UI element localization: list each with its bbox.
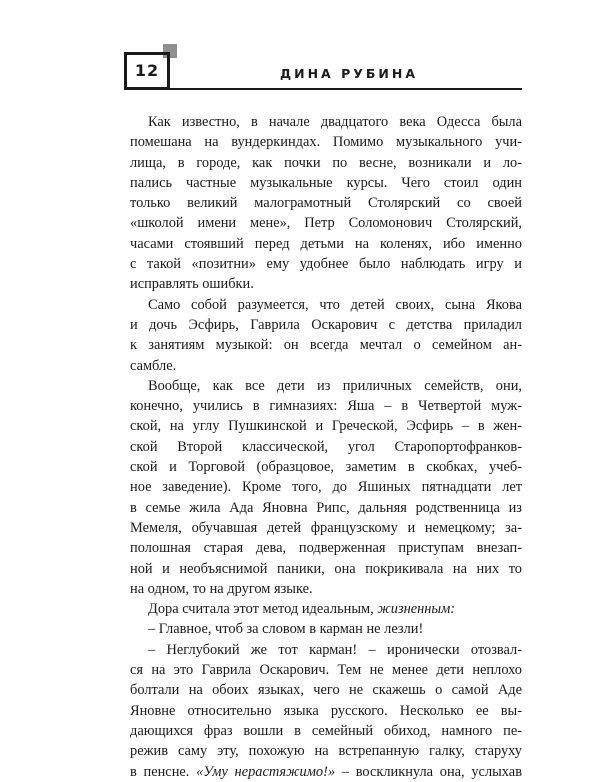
text-line [130, 599, 522, 619]
text-line: Яновне относительно языка русского. Несколько ее вы- [130, 702, 522, 719]
text-line: ное заведение). Кроме того, до Яшиных пятнадцати лет [130, 479, 522, 496]
text-segment: – воскликнула она, услыхав [341, 763, 522, 780]
text-line: ской, на углу Пушкинской и Греческой, Эсфирь – в жен- [130, 418, 522, 435]
text-line: режив саму эту, похожую на встрепанную галку, старуху [130, 743, 522, 760]
text-line: конечно, учились в гимназиях: Яша – в Четвертой муж- [130, 398, 522, 415]
text-line: лища, в городе, как почки по весне, возникали и ло- [130, 154, 522, 171]
page-number: 12 [134, 61, 160, 80]
text-line: и дочь Эсфирь, Гаврила Оскарович с детства приладил [130, 316, 522, 333]
text-line: на одном, то на другом языке. [130, 580, 313, 597]
text-line: в семье жила Ада Яновна Рипс, дальняя родственница из [130, 499, 522, 516]
text-line: помешана на вундеркиндах. Помимо музыкального учи- [130, 134, 522, 151]
text-line: с такой «позитни» ему удобнее было наблюдать игру и [130, 256, 522, 273]
text-line: ской и Торговой (образцовое, заметим в скобках, учеб- [130, 459, 522, 476]
text-line: Мемеля, обучавшая детей французскому и немецкому; за- [130, 519, 522, 536]
text-line: только великий малограмотный Столярский со своей [130, 195, 522, 212]
text-line: дающихся фраз вошли в семейный обиход, намного пе- [130, 722, 522, 739]
italic-segment: жизненным: [377, 601, 456, 618]
text-line: – Неглубокий же тот карман! – иронически отозвал- [148, 641, 522, 658]
text-line: – Главное, чтоб за словом в карман не лезли! [148, 621, 424, 638]
body-text [130, 112, 522, 782]
text-line: полошная старая дева, подверженная приступам внезап- [130, 540, 522, 557]
text-line [130, 762, 522, 782]
text-line: Вообще, как все дети из приличных семейств, они, [148, 377, 522, 394]
text-line: ся на это Гаврила Оскарович. Тем не менее дети неплохо [130, 662, 522, 679]
text-line: к занятиям музыкой: он всегда мечтал о семейном ан- [130, 337, 522, 354]
header-rule [170, 88, 522, 90]
text-line: самбле. [130, 357, 177, 374]
running-head-author: ДИНА РУБИНА [280, 66, 419, 81]
text-line: часами стоявший перед детьми на коленях, ибо именно [130, 235, 522, 252]
text-line: пались частные музыкальные курсы. Чего стоил один [130, 174, 522, 191]
text-line: болтали на обоих языках, чего не скажешь о самой Аде [130, 682, 522, 699]
text-line: исправлять ошибки. [130, 276, 254, 293]
text-segment: в пенсне. [130, 763, 190, 780]
text-line: Само собой разумеется, что детей своих, сына Якова [148, 296, 522, 313]
italic-segment: «Уму нерастяжимо!» [196, 763, 336, 780]
text-line: ской Второй классической, угол Старопортофранков- [130, 438, 522, 455]
text-line: Как известно, в начале двадцатого века Одесса была [148, 114, 522, 130]
text-line: «школой имени мене», Петр Соломонович Столярский, [130, 215, 522, 232]
text-line: ной и необъяснимой паники, она покрикивала на них то [130, 560, 522, 577]
text-segment: Дора считала этот метод идеальным, [148, 601, 374, 618]
